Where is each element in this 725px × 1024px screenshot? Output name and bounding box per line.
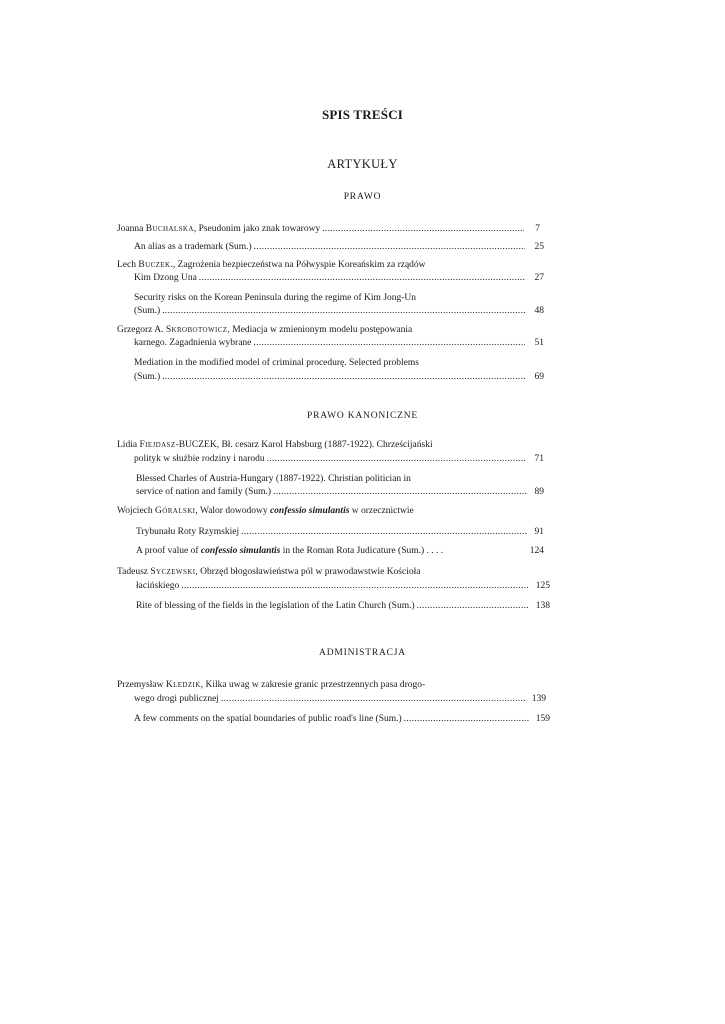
author-surname: Kledzik [165,680,201,690]
page-number: 124 [529,546,544,556]
toc-entry: łacińskiego ..... [136,580,533,592]
page-title: SPIS TREŚCI [321,107,404,122]
section-heading-prawo: PRAWO [343,192,382,202]
leader-dots [241,526,528,538]
author-surname: Góralski [155,506,196,516]
page-number: 69 [534,372,544,382]
toc-entry-title: Grzegorz A. Skrobotowicz, Mediacja w zmienionym modelu postępowania [117,325,413,335]
leader-dots [322,223,524,235]
toc-entry: polityk w służbie rodziny i narodu ..... [134,453,530,465]
toc-entry: Joanna Buchalska, Pseudonim jako znak towarowy ..... [117,223,528,235]
toc-entry: Trybunału Roty Rzymskiej ..... [136,526,532,538]
leader-dots [273,486,528,498]
section-heading-prawo-kanoniczne: PRAWO KANONICZNE [307,411,418,421]
leader-dots [267,453,526,465]
author-surname: Skrobotowicz [165,325,228,335]
toc-entry: wego drogi publicznej ..... [134,693,529,705]
leader-dots [221,693,525,705]
toc-entry: service of nation and family (Sum.) ..... [136,486,532,498]
author-surname: Buchalska [145,224,194,234]
toc-entry-title: Mediation in the modified model of criminal procedurę. Selected problems [134,358,419,368]
toc-entry: A few comments on the spatial boundaries of public road's line (Sum.) ..... [134,713,533,725]
toc-entry: (Sum.) ..... [134,371,529,383]
toc-entry-title: Lech Buczek., Zagrożenia bezpieczeństwa na Półwyspie Koreańskim za rządów [117,260,426,270]
page-number: 125 [535,581,550,591]
toc-entry: Rite of blessing of the fields in the legislation of the Latin Church (Sum.) ..... [136,600,533,612]
author-surname: Buczek [138,260,171,270]
page-number: 7 [535,224,540,234]
author-surname: Syczewski [150,567,196,577]
toc-entry-title: Wojciech Góralski, Walor dowodowy confessio simulantis w orzecznictwie [117,506,414,516]
part-heading: ARTYKUŁY [327,157,398,171]
leader-dots [181,580,529,592]
page-number: 89 [534,487,544,497]
leader-dots [162,371,525,383]
page-number: 51 [534,338,544,348]
page-number: 71 [534,454,544,464]
leader-dots [199,272,525,284]
section-heading-administracja: ADMINISTRACJA [319,648,406,658]
leader-dots [253,337,525,349]
page-number: 138 [535,601,550,611]
page-number: 48 [534,306,544,316]
toc-entry-title: Security risks on the Korean Peninsula during the regime of Kim Jong-Un [134,293,417,303]
toc-entry-title: A proof value of confessio simulantis in the Roman Rota Judicature (Sum.) . . . . [136,546,444,556]
page-number: 25 [534,242,544,252]
toc-entry: (Sum.) ..... [134,305,529,317]
toc-entry-title: Tadeusz Syczewski, Obrzęd błogosławieństwa pól w prawodawstwie Kościoła [117,567,421,577]
toc-entry-title: Lidia Fiejdasz-BUCZEK, Bł. cesarz Karol Habsburg (1887-1922). Chrześcijański [117,440,433,450]
toc-entry: Kim Dzong Una ..... [134,272,529,284]
leader-dots [254,241,525,253]
page-number: 159 [535,714,550,724]
leader-dots [162,305,525,317]
toc-entry: An alias as a trademark (Sum.) ..... [134,241,529,253]
page-number: 139 [531,694,546,704]
toc-entry-title: Blessed Charles of Austria-Hungary (1887-1922). Christian politician in [136,474,411,484]
toc-entry-title: Przemysław Kledzik, Kilka uwag w zakresie granic przestrzennych pasa drogo- [117,680,426,690]
author-surname: Fiejdasz [139,440,176,450]
leader-dots [404,713,529,725]
page-number: 91 [534,527,544,537]
toc-entry: karnego. Zagadnienia wybrane ..... [134,337,529,349]
leader-dots [417,600,529,612]
page-number: 27 [534,273,544,283]
